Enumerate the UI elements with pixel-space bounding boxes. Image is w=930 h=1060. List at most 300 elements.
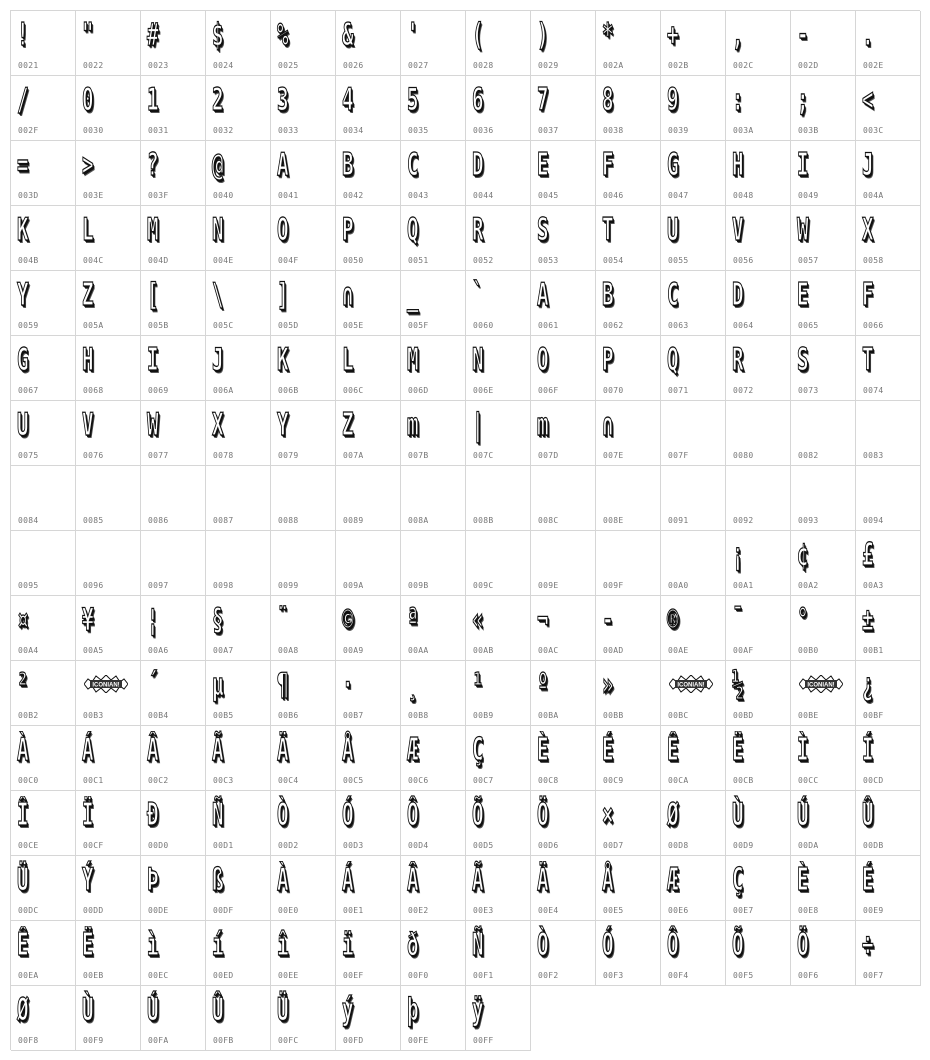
glyph-cell-00f8 <box>11 986 76 1051</box>
glyph-preview: / <box>17 82 29 118</box>
glyph-preview: K <box>277 342 289 378</box>
glyph-code-label: 00CB <box>733 776 754 785</box>
glyph-code-label: 0032 <box>213 126 234 135</box>
glyph-preview: § <box>212 602 224 638</box>
glyph-cell-00c0 <box>11 726 76 791</box>
glyph-cell-0068 <box>76 336 141 401</box>
glyph-cell-002b <box>661 11 726 76</box>
glyph-cell-009a <box>336 531 401 596</box>
glyph-cell-00f3 <box>596 921 661 986</box>
glyph-code-label: 00C6 <box>408 776 429 785</box>
glyph-cell-0054 <box>596 206 661 271</box>
glyph-preview: ª <box>407 602 419 638</box>
glyph-code-label: 003D <box>18 191 39 200</box>
glyph-code-label: 00A5 <box>83 646 104 655</box>
glyph-code-label: 00D7 <box>603 841 624 850</box>
glyph-cell-00cd <box>856 726 921 791</box>
glyph-cell-0091 <box>661 466 726 531</box>
glyph-code-label: 002D <box>798 61 819 70</box>
glyph-preview: ð <box>407 927 419 963</box>
glyph-preview: Ó <box>342 797 354 833</box>
glyph-preview: Õ <box>472 797 484 833</box>
logo-badge-icon <box>84 675 128 693</box>
glyph-code-label: 00F7 <box>863 971 884 980</box>
glyph-code-label: 0051 <box>408 256 429 265</box>
glyph-preview: Á <box>342 862 354 898</box>
glyph-preview: Ø <box>17 992 29 1028</box>
glyph-cell-00b5 <box>206 661 271 726</box>
glyph-code-label: 0092 <box>733 516 754 525</box>
glyph-cell-0062 <box>596 271 661 336</box>
glyph-cell-00e9 <box>856 856 921 921</box>
glyph-cell-00ca <box>661 726 726 791</box>
glyph-preview: m <box>537 407 549 443</box>
glyph-code-label: 0099 <box>278 581 299 590</box>
glyph-code-label: 00FA <box>148 1036 169 1045</box>
glyph-code-label: 00AC <box>538 646 559 655</box>
glyph-preview: Ï <box>82 797 94 833</box>
glyph-code-label: 0055 <box>668 256 689 265</box>
glyph-code-label: 0054 <box>603 256 624 265</box>
glyph-preview: J <box>212 342 224 378</box>
glyph-cell-0042 <box>336 141 401 206</box>
glyph-code-label: 00FB <box>213 1036 234 1045</box>
glyph-preview: J <box>862 147 874 183</box>
glyph-preview: Æ <box>407 732 419 768</box>
glyph-code-label: 00A3 <box>863 581 884 590</box>
glyph-cell-0078 <box>206 401 271 466</box>
glyph-preview: 8 <box>602 82 614 118</box>
glyph-code-label: 0095 <box>18 581 39 590</box>
glyph-cell-0066 <box>856 271 921 336</box>
glyph-preview: þ <box>407 992 419 1028</box>
glyph-preview: ± <box>862 602 874 638</box>
glyph-preview: I <box>797 147 809 183</box>
glyph-code-label: 005F <box>408 321 429 330</box>
glyph-cell-0064 <box>726 271 791 336</box>
glyph-cell-004e <box>206 206 271 271</box>
glyph-code-label: 00D0 <box>148 841 169 850</box>
glyph-code-label: 0031 <box>148 126 169 135</box>
glyph-cell-00db <box>856 791 921 856</box>
glyph-code-label: 0083 <box>863 451 884 460</box>
glyph-code-label: 00AB <box>473 646 494 655</box>
glyph-preview: Ý <box>82 862 94 898</box>
glyph-cell-00c5 <box>336 726 401 791</box>
glyph-preview: £ <box>862 537 874 573</box>
glyph-preview: Å <box>342 732 354 768</box>
glyph-cell-009c <box>466 531 531 596</box>
glyph-code-label: 0094 <box>863 516 884 525</box>
glyph-code-label: 0082 <box>798 451 819 460</box>
glyph-cell-008b <box>466 466 531 531</box>
glyph-code-label: 00AD <box>603 646 624 655</box>
glyph-cell-00f1 <box>466 921 531 986</box>
glyph-preview: Ì <box>797 732 809 768</box>
glyph-preview: S <box>537 212 549 248</box>
glyph-cell-00de <box>141 856 206 921</box>
glyph-code-label: 00D4 <box>408 841 429 850</box>
glyph-code-label: 009B <box>408 581 429 590</box>
glyph-code-label: 00DE <box>148 906 169 915</box>
glyph-code-label: 0026 <box>343 61 364 70</box>
glyph-preview: : <box>732 82 744 118</box>
glyph-cell-0097 <box>141 531 206 596</box>
glyph-code-label: 006A <box>213 386 234 395</box>
glyph-preview: 4 <box>342 82 354 118</box>
glyph-preview: Ñ <box>472 927 484 963</box>
glyph-code-label: 009A <box>343 581 364 590</box>
glyph-preview: Q <box>667 342 679 378</box>
glyph-code-label: 008C <box>538 516 559 525</box>
glyph-code-label: 0058 <box>863 256 884 265</box>
glyph-preview: ; <box>797 82 809 118</box>
glyph-cell-00f0 <box>401 921 466 986</box>
glyph-code-label: 00A1 <box>733 581 754 590</box>
glyph-preview: Ç <box>732 862 744 898</box>
glyph-code-label: 00ED <box>213 971 234 980</box>
glyph-preview: A <box>537 277 549 313</box>
glyph-code-label: 004C <box>83 256 104 265</box>
glyph-code-label: 00C3 <box>213 776 234 785</box>
glyph-cell-00a0 <box>661 531 726 596</box>
glyph-code-label: 004F <box>278 256 299 265</box>
glyph-cell-00cf <box>76 791 141 856</box>
glyph-cell-0070 <box>596 336 661 401</box>
glyph-code-label: 0065 <box>798 321 819 330</box>
glyph-code-label: 0087 <box>213 516 234 525</box>
glyph-preview: B <box>342 147 354 183</box>
glyph-cell-006e <box>466 336 531 401</box>
glyph-preview: P <box>602 342 614 378</box>
glyph-preview: m <box>407 407 419 443</box>
glyph-code-label: 008B <box>473 516 494 525</box>
glyph-code-label: 00A4 <box>18 646 39 655</box>
glyph-code-label: 0041 <box>278 191 299 200</box>
glyph-preview: M <box>147 212 159 248</box>
glyph-preview: » <box>602 667 614 703</box>
glyph-preview: î <box>277 927 289 963</box>
glyph-cell-0093 <box>791 466 856 531</box>
glyph-cell-00b0 <box>791 596 856 661</box>
glyph-code-label: 0080 <box>733 451 754 460</box>
glyph-cell-0088 <box>271 466 336 531</box>
glyph-code-label: 00D5 <box>473 841 494 850</box>
glyph-cell-00f2 <box>531 921 596 986</box>
glyph-cell-0072 <box>726 336 791 401</box>
glyph-cell-005e <box>336 271 401 336</box>
glyph-code-label: 005A <box>83 321 104 330</box>
glyph-code-label: 0035 <box>408 126 429 135</box>
glyph-cell-0058 <box>856 206 921 271</box>
glyph-preview: R <box>732 342 744 378</box>
glyph-cell-0047 <box>661 141 726 206</box>
glyph-cell-0043 <box>401 141 466 206</box>
glyph-cell-00b6 <box>271 661 336 726</box>
glyph-cell-00d0 <box>141 791 206 856</box>
glyph-cell-0089 <box>336 466 401 531</box>
glyph-preview: U <box>17 407 29 443</box>
glyph-code-label: 0056 <box>733 256 754 265</box>
glyph-code-label: 0075 <box>18 451 39 460</box>
glyph-cell-006c <box>336 336 401 401</box>
glyph-cell-00ac <box>531 596 596 661</box>
glyph-preview: E <box>797 277 809 313</box>
glyph-code-label: 0073 <box>798 386 819 395</box>
glyph-code-label: 0049 <box>798 191 819 200</box>
glyph-cell-007b <box>401 401 466 466</box>
glyph-code-label: 0037 <box>538 126 559 135</box>
glyph-cell-00da <box>791 791 856 856</box>
glyph-preview: Ñ <box>212 797 224 833</box>
glyph-cell-0041 <box>271 141 336 206</box>
glyph-cell-0063 <box>661 271 726 336</box>
glyph-preview: Â <box>147 732 159 768</box>
glyph-cell-00c8 <box>531 726 596 791</box>
glyph-cell-0056 <box>726 206 791 271</box>
glyph-preview: Ã <box>212 732 224 768</box>
glyph-cell-00b7 <box>336 661 401 726</box>
glyph-code-label: 002B <box>668 61 689 70</box>
glyph-preview: H <box>732 147 744 183</box>
glyph-cell-0096 <box>76 531 141 596</box>
glyph-cell-00ed <box>206 921 271 986</box>
glyph-code-label: 007A <box>343 451 364 460</box>
glyph-code-label: 0097 <box>148 581 169 590</box>
glyph-cell-00b1 <box>856 596 921 661</box>
glyph-cell-008e <box>596 466 661 531</box>
glyph-preview: ∩ <box>602 407 614 443</box>
glyph-code-label: 00C8 <box>538 776 559 785</box>
glyph-preview: G <box>667 147 679 183</box>
glyph-cell-007a <box>336 401 401 466</box>
glyph-code-label: 00CF <box>83 841 104 850</box>
glyph-preview: Ä <box>277 732 289 768</box>
glyph-cell-0037 <box>531 76 596 141</box>
glyph-preview: [ <box>147 277 159 313</box>
glyph-preview: 7 <box>537 82 549 118</box>
glyph-cell-006f <box>531 336 596 401</box>
glyph-preview: O <box>537 342 549 378</box>
glyph-code-label: 006C <box>343 386 364 395</box>
glyph-cell-00b2 <box>11 661 76 726</box>
glyph-preview: É <box>602 732 614 768</box>
glyph-preview: L <box>342 342 354 378</box>
glyph-cell-00a3 <box>856 531 921 596</box>
glyph-preview: Ê <box>17 927 29 963</box>
glyph-preview: A <box>277 147 289 183</box>
glyph-preview: È <box>537 732 549 768</box>
glyph-preview: " <box>82 17 94 53</box>
glyph-code-label: 0024 <box>213 61 234 70</box>
glyph-cell-00e6 <box>661 856 726 921</box>
glyph-preview: ß <box>212 862 224 898</box>
glyph-cell-007d <box>531 401 596 466</box>
glyph-preview: ¶ <box>277 667 289 703</box>
glyph-cell-005a <box>76 271 141 336</box>
glyph-code-label: 00CD <box>863 776 884 785</box>
glyph-cell-00bf <box>856 661 921 726</box>
glyph-code-label: 00C9 <box>603 776 624 785</box>
glyph-preview: C <box>667 277 679 313</box>
glyph-code-label: 0030 <box>83 126 104 135</box>
glyph-preview: Ê <box>667 732 679 768</box>
glyph-preview: ¨ <box>277 602 289 638</box>
glyph-cell-0051 <box>401 206 466 271</box>
glyph-preview: , <box>732 17 744 53</box>
glyph-cell-0023 <box>141 11 206 76</box>
glyph-cell-004a <box>856 141 921 206</box>
glyph-preview: < <box>862 82 874 118</box>
glyph-code-label: 003C <box>863 126 884 135</box>
glyph-cell-00e2 <box>401 856 466 921</box>
glyph-preview: V <box>82 407 94 443</box>
glyph-code-label: 00E2 <box>408 906 429 915</box>
glyph-cell-0029 <box>531 11 596 76</box>
glyph-code-label: 00C5 <box>343 776 364 785</box>
glyph-cell-0079 <box>271 401 336 466</box>
glyph-preview: É <box>862 862 874 898</box>
glyph-cell-00a5 <box>76 596 141 661</box>
glyph-preview: © <box>342 602 354 638</box>
glyph-cell-00d3 <box>336 791 401 856</box>
glyph-code-label: 00A8 <box>278 646 299 655</box>
glyph-cell-00f7 <box>856 921 921 986</box>
glyph-cell-007c <box>466 401 531 466</box>
glyph-cell-005b <box>141 271 206 336</box>
glyph-cell-00c1 <box>76 726 141 791</box>
glyph-code-label: 008A <box>408 516 429 525</box>
glyph-code-label: 007B <box>408 451 429 460</box>
glyph-code-label: 0076 <box>83 451 104 460</box>
glyph-code-label: 0060 <box>473 321 494 330</box>
glyph-preview: O <box>277 212 289 248</box>
glyph-code-label: 00E8 <box>798 906 819 915</box>
glyph-code-label: 00EC <box>148 971 169 980</box>
glyph-code-label: 0089 <box>343 516 364 525</box>
glyph-code-label: 0033 <box>278 126 299 135</box>
glyph-cell-00e0 <box>271 856 336 921</box>
logo-badge-icon <box>669 675 713 693</box>
glyph-cell-0092 <box>726 466 791 531</box>
glyph-code-label: 0063 <box>668 321 689 330</box>
glyph-code-label: 0064 <box>733 321 754 330</box>
glyph-code-label: 00B8 <box>408 711 429 720</box>
glyph-cell-005f <box>401 271 466 336</box>
glyph-code-label: 00D6 <box>538 841 559 850</box>
glyph-cell-00a9 <box>336 596 401 661</box>
glyph-code-label: 00EF <box>343 971 364 980</box>
glyph-cell-0065 <box>791 271 856 336</box>
glyph-code-label: 00AF <box>733 646 754 655</box>
glyph-cell-003f <box>141 141 206 206</box>
glyph-preview: Â <box>407 862 419 898</box>
glyph-cell-0027 <box>401 11 466 76</box>
glyph-preview: 2 <box>212 82 224 118</box>
glyph-code-label: 00F1 <box>473 971 494 980</box>
glyph-cell-00a1 <box>726 531 791 596</box>
glyph-code-label: 0052 <box>473 256 494 265</box>
glyph-preview: Ë <box>732 732 744 768</box>
glyph-cell-00d6 <box>531 791 596 856</box>
glyph-preview: ¹ <box>472 667 484 703</box>
glyph-preview: Z <box>342 407 354 443</box>
glyph-code-label: 00DC <box>18 906 39 915</box>
glyph-preview: - <box>602 602 614 638</box>
glyph-preview: ¿ <box>862 667 874 703</box>
glyph-cell-009f <box>596 531 661 596</box>
glyph-code-label: 0098 <box>213 581 234 590</box>
glyph-cell-00f4 <box>661 921 726 986</box>
glyph-preview: ÿ <box>472 992 484 1028</box>
glyph-cell-00f6 <box>791 921 856 986</box>
glyph-code-label: 00E5 <box>603 906 624 915</box>
glyph-cell-0069 <box>141 336 206 401</box>
glyph-cell-0082 <box>791 401 856 466</box>
glyph-code-label: 0050 <box>343 256 364 265</box>
glyph-code-label: 0022 <box>83 61 104 70</box>
glyph-cell-00cb <box>726 726 791 791</box>
glyph-preview: Ö <box>797 927 809 963</box>
glyph-code-label: 0021 <box>18 61 39 70</box>
glyph-preview: ´ <box>147 667 159 703</box>
glyph-code-label: 0028 <box>473 61 494 70</box>
glyph-cell-0048 <box>726 141 791 206</box>
glyph-code-label: 00B9 <box>473 711 494 720</box>
glyph-code-label: 00AA <box>408 646 429 655</box>
glyph-preview: \ <box>212 277 224 313</box>
glyph-preview: ? <box>147 147 159 183</box>
glyph-cell-0053 <box>531 206 596 271</box>
glyph-code-label: 00DA <box>798 841 819 850</box>
glyph-code-label: 00FC <box>278 1036 299 1045</box>
glyph-cell-0044 <box>466 141 531 206</box>
glyph-code-label: 0027 <box>408 61 429 70</box>
glyph-cell-004f <box>271 206 336 271</box>
glyph-cell-00fe <box>401 986 466 1051</box>
glyph-cell-006b <box>271 336 336 401</box>
glyph-cell-00df <box>206 856 271 921</box>
glyph-preview: Ú <box>147 992 159 1028</box>
glyph-code-label: 00E0 <box>278 906 299 915</box>
glyph-code-label: 0077 <box>148 451 169 460</box>
glyph-code-label: 0074 <box>863 386 884 395</box>
glyph-code-label: 0070 <box>603 386 624 395</box>
glyph-cell-00a4 <box>11 596 76 661</box>
glyph-cell-0077 <box>141 401 206 466</box>
glyph-cell-00d8 <box>661 791 726 856</box>
glyph-preview: · <box>342 667 354 703</box>
glyph-cell-00bb <box>596 661 661 726</box>
glyph-preview: ° <box>797 602 809 638</box>
glyph-cell-00a2 <box>791 531 856 596</box>
glyph-preview: T <box>862 342 874 378</box>
glyph-code-label: 006D <box>408 386 429 395</box>
glyph-code-label: 00B7 <box>343 711 364 720</box>
glyph-code-label: 003B <box>798 126 819 135</box>
glyph-preview: $ <box>212 17 224 53</box>
glyph-cell-00ff <box>466 986 531 1051</box>
glyph-code-label: 003A <box>733 126 754 135</box>
glyph-code-label: 003F <box>148 191 169 200</box>
glyph-preview: Ö <box>537 797 549 833</box>
glyph-cell-0034 <box>336 76 401 141</box>
glyph-code-label: 0036 <box>473 126 494 135</box>
glyph-code-label: 007E <box>603 451 624 460</box>
glyph-preview: ¯ <box>732 602 744 638</box>
glyph-cell-00ea <box>11 921 76 986</box>
glyph-cell-0095 <box>11 531 76 596</box>
